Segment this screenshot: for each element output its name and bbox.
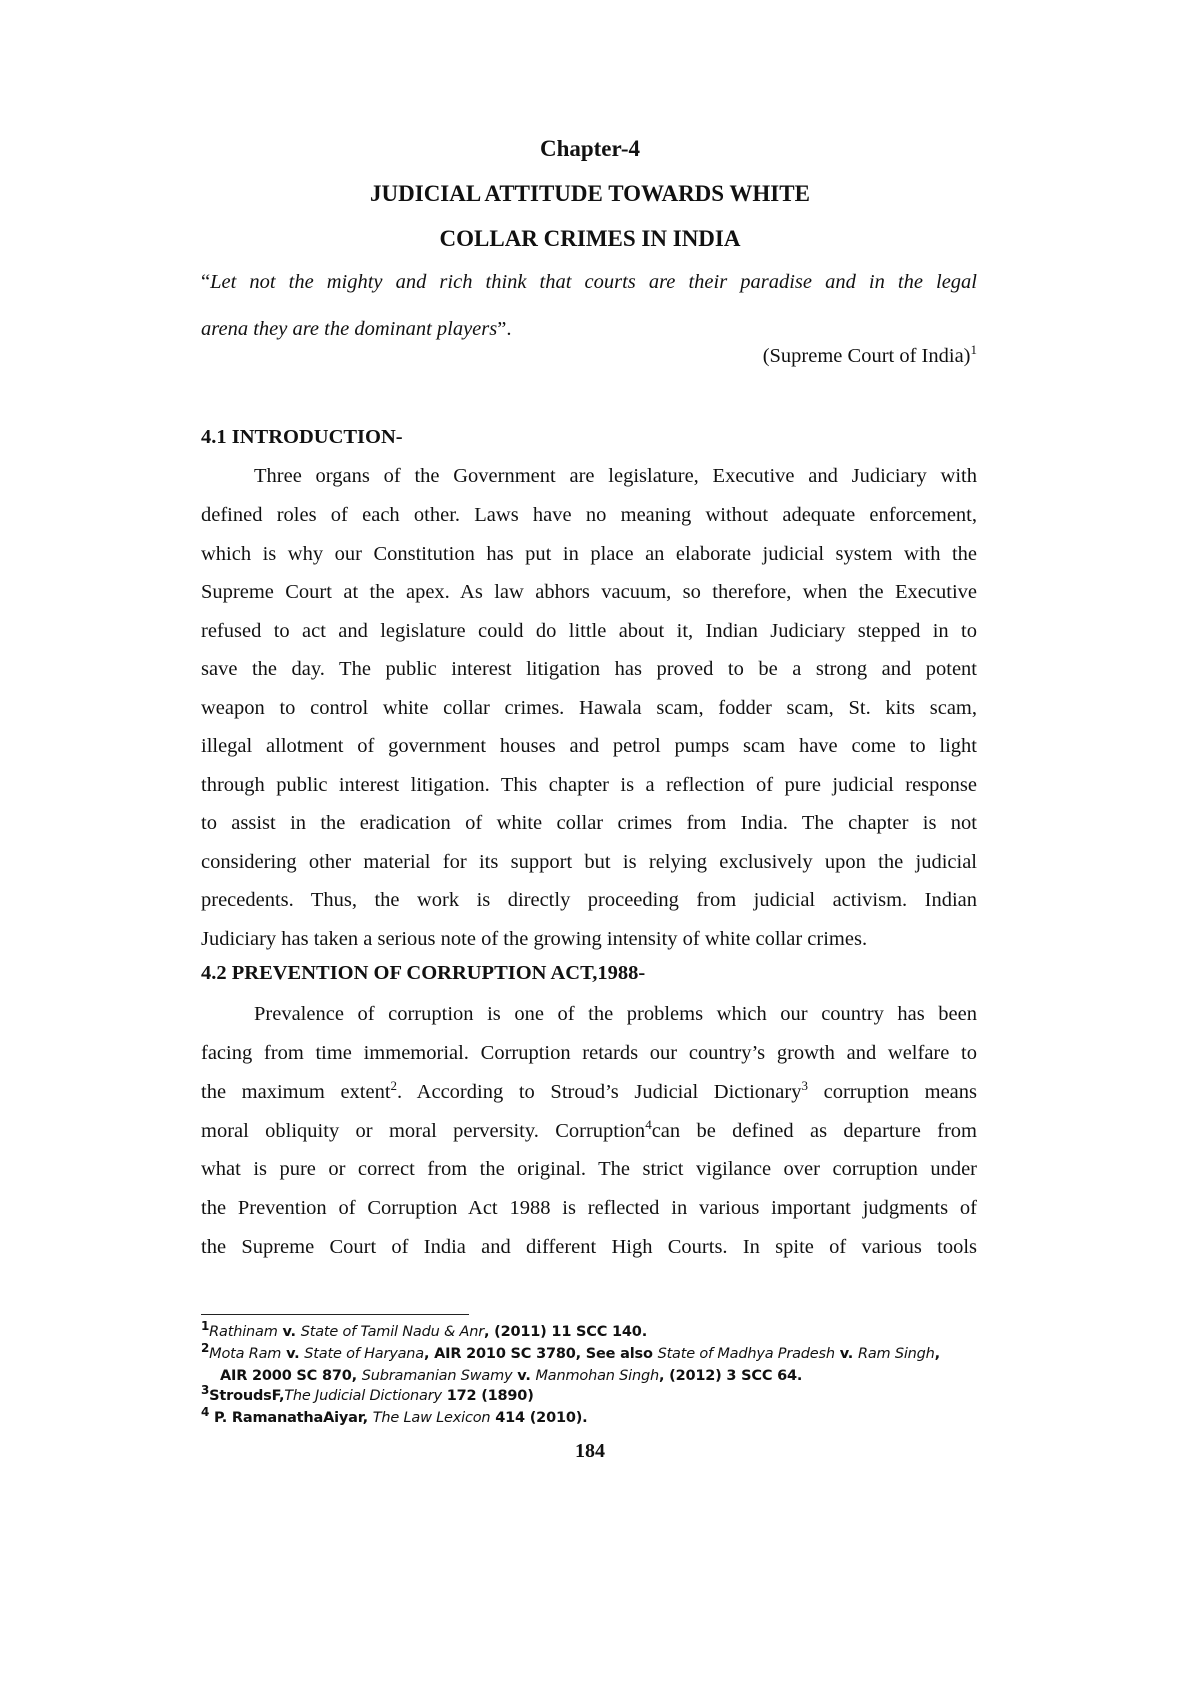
footnote-number: 4 bbox=[201, 1405, 210, 1420]
chapter-label: Chapter-4 bbox=[539, 136, 641, 161]
footnote-text: State of Haryana bbox=[304, 1346, 424, 1362]
footnote-text: Ram Singh bbox=[857, 1346, 935, 1362]
paragraph-line: illegal allotment of government houses and petrol pumps scam have come to light bbox=[201, 735, 977, 757]
text-segment: moral obliquity or moral perversity. Corruption bbox=[201, 1120, 646, 1142]
paragraph-line: to assist in the eradication of white collar crimes from India. The chapter is not bbox=[201, 812, 977, 834]
footnote-2 bbox=[201, 1341, 981, 1364]
chapter-title-line-1: JUDICIAL ATTITUDE TOWARDS WHITE bbox=[370, 181, 810, 206]
footnote-number: 3 bbox=[201, 1383, 210, 1398]
footnote-4 bbox=[201, 1405, 981, 1428]
paragraph-line bbox=[201, 1078, 977, 1106]
paragraph-line: defined roles of each other. Laws have no meaning without adequate enforcement, bbox=[201, 504, 977, 526]
footnote-ref-2: 2 bbox=[390, 1078, 398, 1094]
footnote-ref-4: 4 bbox=[645, 1117, 652, 1133]
section-4-2-heading: 4.2 PREVENTION OF CORRUPTION ACT,1988- bbox=[201, 962, 646, 984]
footnote-separator bbox=[201, 1314, 469, 1315]
paragraph-line: Supreme Court at the apex. As law abhors vacuum, so therefore, when the Executive bbox=[201, 581, 977, 603]
paragraph-line: considering other material for its support but is relying exclusively upon the judicial bbox=[201, 851, 977, 873]
text-segment: the maximum extent bbox=[201, 1081, 391, 1103]
paragraph-line: Three organs of the Government are legislature, Executive and Judiciary with bbox=[254, 465, 977, 487]
footnote-2-continuation bbox=[220, 1366, 1000, 1386]
epigraph-text-2: arena they are the dominant players bbox=[201, 318, 498, 340]
text-segment: . According to Stroud’s Judicial Dictionary bbox=[397, 1081, 802, 1103]
footnote-text: Rathinam bbox=[209, 1324, 278, 1340]
footnote-number: 1 bbox=[201, 1319, 210, 1334]
footnote-text: P. RamanathaAiyar, bbox=[209, 1410, 373, 1426]
paragraph-line bbox=[201, 1117, 977, 1145]
paragraph-line: what is pure or correct from the original. The strict vigilance over corruption under bbox=[201, 1158, 977, 1180]
footnote-text: 172 (1890) bbox=[441, 1388, 534, 1404]
footnote-text: , AIR 2010 SC 3780, See also bbox=[423, 1346, 658, 1362]
paragraph-line: save the day. The public interest litigation has proved to be a strong and potent bbox=[201, 658, 977, 680]
paragraph-line: facing from time immemorial. Corruption retards our country’s growth and welfare to bbox=[201, 1042, 977, 1064]
epigraph-open-quote: “ bbox=[201, 271, 211, 293]
paragraph-line: through public interest litigation. This chapter is a reflection of pure judicial response bbox=[201, 774, 977, 796]
footnote-text: 414 (2010). bbox=[490, 1410, 588, 1426]
epigraph-line-1 bbox=[201, 268, 977, 296]
paragraph-line: Judiciary has taken a serious note of the growing intensity of white collar crimes. bbox=[201, 928, 868, 950]
paragraph-line: precedents. Thus, the work is directly proceeding from judicial activism. Indian bbox=[201, 889, 977, 911]
epigraph-line-2 bbox=[201, 315, 977, 343]
attribution-text: (Supreme Court of India) bbox=[762, 345, 971, 367]
footnote-text: , (2012) 3 SCC 64. bbox=[658, 1368, 803, 1384]
footnote-text: StroudsF, bbox=[209, 1388, 285, 1404]
footnote-3 bbox=[201, 1383, 981, 1406]
paragraph-line: the Supreme Court of India and different High Courts. In spite of various tools bbox=[201, 1236, 977, 1258]
text-segment: can be defined as departure from bbox=[651, 1120, 977, 1142]
footnote-1 bbox=[201, 1319, 981, 1342]
footnote-text: v. bbox=[281, 1346, 305, 1362]
footnote-ref-3: 3 bbox=[801, 1078, 808, 1094]
footnote-text: The Law Lexicon bbox=[372, 1410, 491, 1426]
paragraph-line: Prevalence of corruption is one of the problems which our country has been bbox=[254, 1003, 977, 1025]
footnote-text: v. bbox=[512, 1368, 536, 1384]
footnote-text: v. bbox=[277, 1324, 301, 1340]
epigraph-close-quote: ”. bbox=[497, 318, 512, 340]
footnote-text: State of Madhya Pradesh bbox=[657, 1346, 835, 1362]
footnote-text: v. bbox=[834, 1346, 858, 1362]
footnote-text: The Judicial Dictionary bbox=[284, 1388, 442, 1404]
footnote-number: 2 bbox=[201, 1341, 210, 1356]
footnote-text: Subramanian Swamy bbox=[361, 1368, 513, 1384]
paragraph-line: refused to act and legislature could do little about it, Indian Judiciary stepped in to bbox=[201, 620, 977, 642]
footnote-text: , (2011) 11 SCC 140. bbox=[484, 1324, 648, 1340]
paragraph-line: which is why our Constitution has put in place an elaborate judicial system with the bbox=[201, 543, 977, 565]
footnote-text: Mota Ram bbox=[209, 1346, 282, 1362]
footnote-text: , bbox=[934, 1346, 940, 1362]
page-number: 184 bbox=[575, 1440, 605, 1462]
footnote-text: Manmohan Singh bbox=[535, 1368, 659, 1384]
footnote-text: AIR 2000 SC 870, bbox=[220, 1368, 362, 1384]
footnote-text: State of Tamil Nadu & Anr bbox=[300, 1324, 485, 1340]
paragraph-line: the Prevention of Corruption Act 1988 is reflected in various important judgments of bbox=[201, 1197, 977, 1219]
chapter-title-line-2: COLLAR CRIMES IN INDIA bbox=[439, 226, 741, 251]
section-4-1-heading: 4.1 INTRODUCTION- bbox=[201, 426, 403, 448]
footnote-ref-1: 1 bbox=[970, 342, 977, 358]
epigraph-text-1: Let not the mighty and rich think that courts are their paradise and in the legal bbox=[210, 271, 977, 293]
paragraph-line: weapon to control white collar crimes. Hawala scam, fodder scam, St. kits scam, bbox=[201, 697, 977, 719]
epigraph-attribution bbox=[762, 342, 977, 368]
text-segment: corruption means bbox=[807, 1081, 978, 1103]
